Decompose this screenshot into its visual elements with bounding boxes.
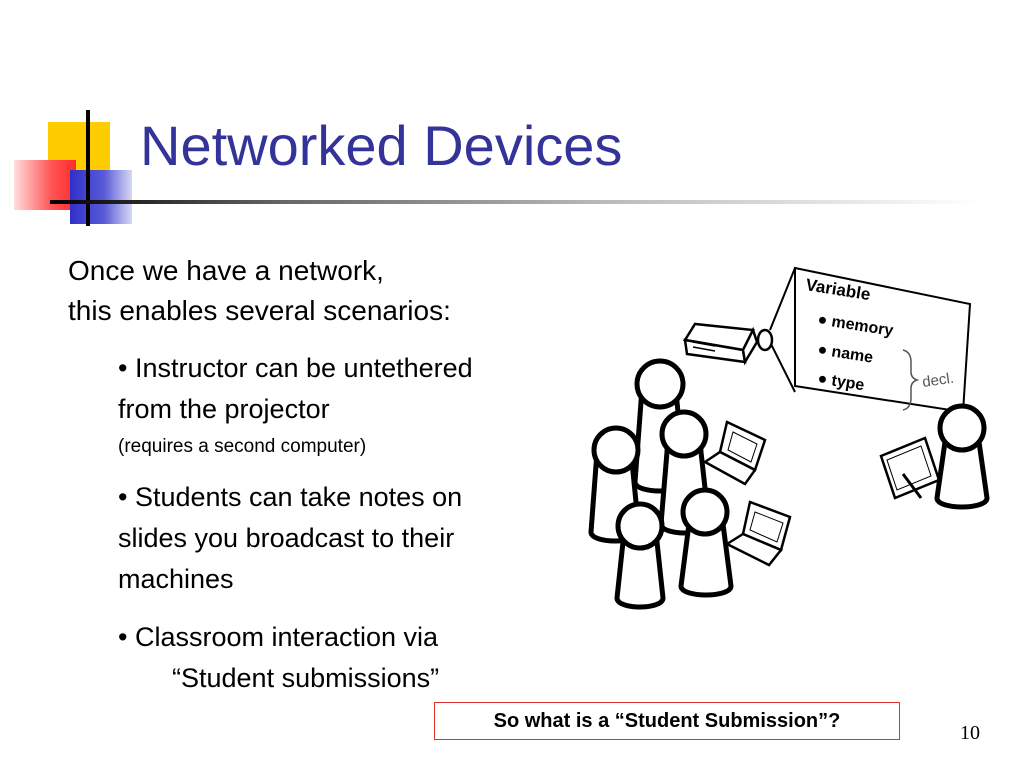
- bullet-2-line-1: • Students can take notes on: [118, 482, 463, 512]
- projector-icon: [685, 324, 772, 362]
- title-underline: [50, 200, 980, 204]
- slide-title: Networked Devices: [140, 114, 623, 177]
- board-item-name: ● name: [816, 341, 875, 367]
- board-item-type: ● type: [816, 370, 866, 395]
- person-figure: [937, 406, 987, 507]
- bullet-1-note: (requires a second computer): [118, 436, 367, 457]
- bullet-1-line-1: • Instructor can be untethered: [118, 353, 473, 383]
- deco-blue-square: [70, 170, 132, 224]
- board-title: Variable: [804, 275, 872, 305]
- person-figure: [681, 490, 731, 595]
- board-annotation: decl.: [921, 369, 955, 391]
- intro-line-2: this enables several scenarios:: [68, 295, 451, 326]
- page-number: 10: [960, 722, 980, 744]
- callout-box: So what is a “Student Submission”?: [434, 702, 900, 740]
- laptop-icon: [705, 422, 765, 484]
- bullet-3-line-2: “Student submissions”: [172, 663, 440, 693]
- tablet-icon: [881, 438, 939, 498]
- bullet-2-line-3: machines: [118, 564, 234, 594]
- classroom-illustration: [585, 262, 1005, 622]
- person-figure: [617, 504, 663, 607]
- board-item-memory: ● memory: [816, 311, 895, 340]
- projected-board: [795, 268, 970, 412]
- bullet-3-line-1: • Classroom interaction via: [118, 622, 439, 652]
- bullet-2-line-2: slides you broadcast to their: [118, 523, 455, 553]
- intro-line-1: Once we have a network,: [68, 255, 384, 286]
- laptop-icon: [727, 502, 790, 565]
- bullet-1-line-2: from the projector: [118, 394, 330, 424]
- deco-vertical-line: [86, 110, 90, 226]
